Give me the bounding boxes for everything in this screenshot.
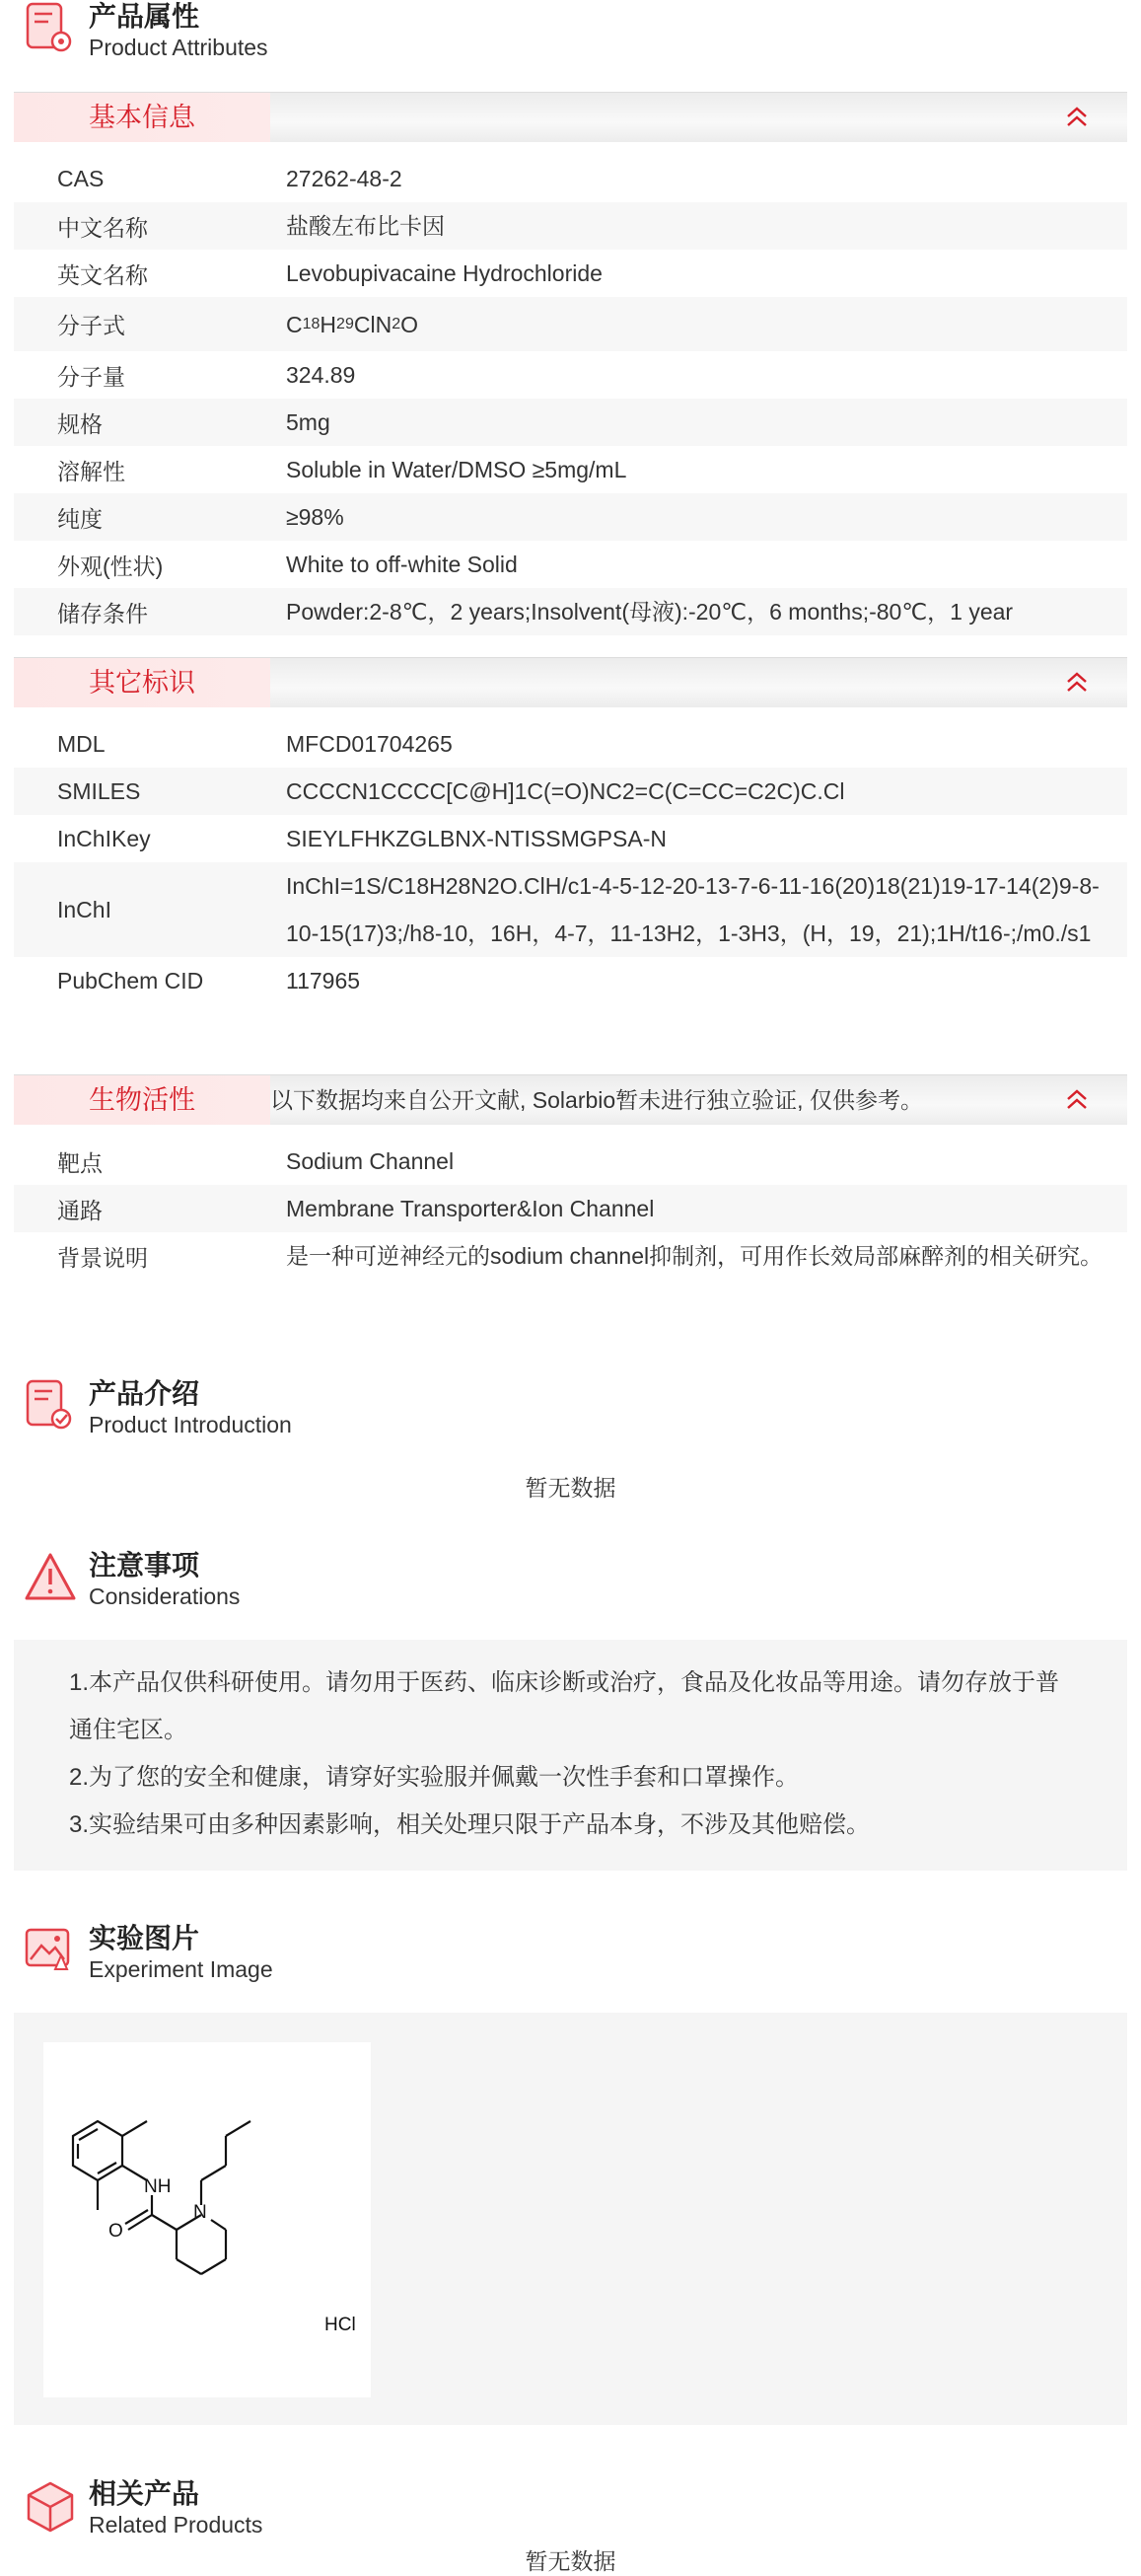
- row-key: 储存条件: [57, 600, 148, 626]
- row-value: 是一种可逆神经元的sodium channel抑制剂，可用作长效局部麻醉剂的相关研究。: [286, 1243, 1104, 1269]
- bio-activity-tab: 生物活性: [14, 1075, 270, 1125]
- row-value: Powder:2-8℃，2 years;Insolvent(母液):-20℃，6 months;-80℃，1 year: [286, 599, 1014, 625]
- section-title-en: Related Products: [89, 2512, 263, 2538]
- row-value: Sodium Channel: [286, 1148, 455, 1174]
- bio-activity-table: [14, 1138, 1127, 1280]
- table-row: [14, 399, 1127, 446]
- row-value: 27262-48-2: [286, 166, 402, 191]
- row-key: MDL: [57, 730, 106, 757]
- table-row: [14, 446, 1127, 493]
- table-row: [14, 155, 1127, 202]
- row-value: 324.89: [286, 362, 356, 388]
- notice-item: 1.本产品仅供科研使用。请勿用于医药、临床诊断或治疗，食品及化妆品等用途。请勿存放于普通住宅区。: [69, 1669, 1060, 1743]
- table-row: [14, 1185, 1127, 1232]
- row-value: SIEYLFHKZGLBNX-NTISSMGPSA-N: [286, 826, 667, 851]
- image-icon: [22, 1922, 79, 1979]
- considerations-header: [22, 1549, 240, 1618]
- table-row: [14, 202, 1127, 250]
- row-key: 中文名称: [57, 214, 148, 241]
- table-row: [14, 250, 1127, 297]
- basic-info-tab: 基本信息: [14, 93, 270, 142]
- row-value: Membrane Transporter&Ion Channel: [286, 1196, 655, 1221]
- related-products-header: [22, 2477, 262, 2546]
- row-value: 117965: [286, 968, 361, 994]
- row-value: White to off-white Solid: [286, 552, 518, 577]
- related-no-data: 暂无数据: [525, 2548, 616, 2574]
- structure-image: [43, 2042, 371, 2397]
- row-key: SMILES: [57, 777, 141, 804]
- considerations-box: [14, 1640, 1127, 1871]
- n-label: N: [193, 2202, 207, 2223]
- table-row: [14, 1138, 1127, 1185]
- bio-activity-bar[interactable]: [14, 1074, 1127, 1125]
- section-title-cn: 相关产品: [89, 2478, 200, 2509]
- table-row: [14, 493, 1127, 541]
- row-key: PubChem CID: [57, 967, 204, 994]
- basic-info-table: [14, 155, 1127, 635]
- section-title-cn: 实验图片: [89, 1923, 200, 1953]
- row-key: 分子量: [57, 363, 125, 390]
- table-row: [14, 351, 1127, 399]
- experiment-image-header: [22, 1922, 273, 1991]
- row-key: 外观(性状): [57, 552, 164, 579]
- other-ids-tab: 其它标识: [14, 658, 270, 707]
- collapse-chevron-icon[interactable]: [1064, 1087, 1090, 1113]
- experiment-image-box: [14, 2013, 1127, 2425]
- other-ids-bar[interactable]: [14, 657, 1127, 707]
- table-row: [14, 1232, 1127, 1280]
- other-ids-table: [14, 720, 1127, 1004]
- section-title-cn: 注意事项: [89, 1550, 200, 1581]
- row-key: 背景说明: [57, 1244, 148, 1271]
- row-value: InChI=1S/C18H28N2O.ClH/c1-4-5-12-20-13-7-6-11-16(20)18(21)19-17-14(2)9-8-10-15(17)3;/h8-10，16H，4-7，11-13H2，1-3H3，(H，19，21);1H/t16-;/m0./s1: [286, 873, 1100, 946]
- row-value: 5mg: [286, 409, 330, 435]
- section-title-en: Product Attributes: [89, 35, 268, 60]
- o-label: O: [108, 2221, 123, 2242]
- row-key: CAS: [57, 165, 105, 191]
- basic-info-bar[interactable]: [14, 92, 1127, 142]
- product-intro-header: [22, 1377, 292, 1446]
- document-gear-icon: [22, 0, 79, 57]
- intro-no-data: 暂无数据: [525, 1475, 616, 1501]
- row-key: 规格: [57, 410, 103, 437]
- row-value: Levobupivacaine Hydrochloride: [286, 260, 603, 286]
- row-value: CCCCN1CCCC[C@H]1C(=O)NC2=C(C=CC=C2C)C.Cl: [286, 778, 845, 804]
- document-check-icon: [22, 1377, 79, 1435]
- table-row: [14, 862, 1127, 957]
- molecular-formula: C 18 H 29 ClN 2 O: [286, 311, 418, 337]
- warning-icon: [22, 1549, 79, 1606]
- table-row: [14, 297, 1127, 351]
- table-row: [14, 957, 1127, 1004]
- row-key: InChI: [57, 896, 111, 922]
- row-value: MFCD01704265: [286, 731, 453, 757]
- table-row: [14, 720, 1127, 768]
- hcl-label: HCl: [324, 2315, 356, 2335]
- table-row: [14, 541, 1127, 588]
- section-title-cn: 产品属性: [89, 1, 200, 32]
- section-title-en: Product Introduction: [89, 1412, 292, 1437]
- row-key: 英文名称: [57, 261, 148, 288]
- nh-label: NH: [144, 2176, 172, 2197]
- row-key: 溶解性: [57, 458, 125, 484]
- section-title-cn: 产品介绍: [89, 1378, 200, 1409]
- chemical-structure-drawing: [43, 2042, 371, 2397]
- row-key: InChIKey: [57, 825, 151, 851]
- disclaimer-note: 以下数据均来自公开文献, Solarbio暂未进行独立验证, 仅供参考。: [270, 1087, 923, 1113]
- section-title-en: Experiment Image: [89, 1956, 273, 1982]
- box-icon: [22, 2477, 79, 2535]
- notice-item: 2.为了您的安全和健康，请穿好实验服并佩戴一次性手套和口罩操作。: [69, 1764, 800, 1791]
- row-key: 分子式: [57, 313, 125, 338]
- row-key: 通路: [57, 1197, 103, 1223]
- section-title-en: Considerations: [89, 1583, 241, 1609]
- table-row: [14, 588, 1127, 635]
- table-row: [14, 815, 1127, 862]
- row-key: 靶点: [57, 1149, 103, 1176]
- row-value: Soluble in Water/DMSO ≥5mg/mL: [286, 457, 627, 482]
- row-key: 纯度: [57, 505, 103, 532]
- collapse-chevron-icon[interactable]: [1064, 105, 1090, 130]
- notice-item: 3.实验结果可由多种因素影响，相关处理只限于产品本身，不涉及其他赔偿。: [69, 1811, 871, 1838]
- row-value: ≥98%: [286, 504, 344, 530]
- row-value: 盐酸左布比卡因: [286, 213, 445, 239]
- table-row: [14, 768, 1127, 815]
- product-attributes-header: [22, 0, 268, 69]
- collapse-chevron-icon[interactable]: [1064, 670, 1090, 696]
